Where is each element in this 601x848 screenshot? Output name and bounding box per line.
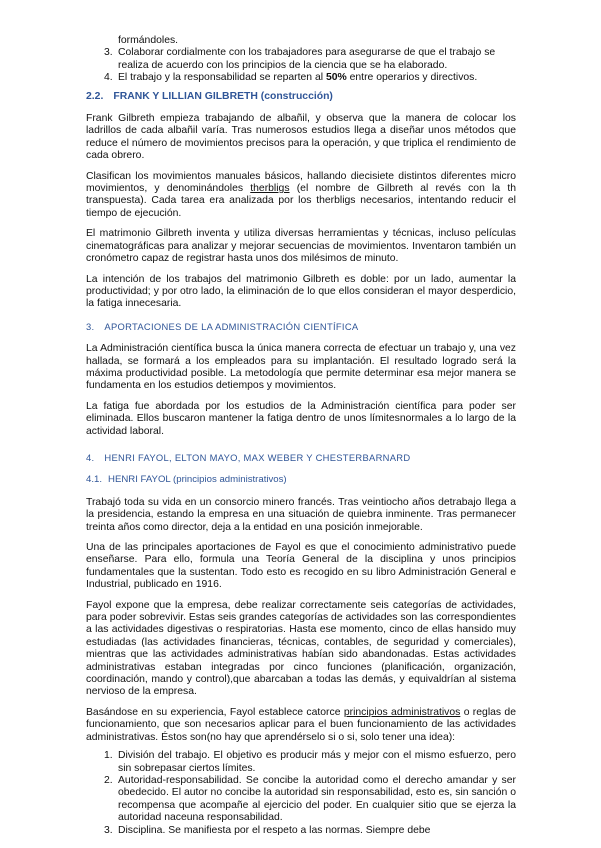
heading-4-1 <box>86 474 516 486</box>
list-text-bold: 50% <box>325 72 347 84</box>
paragraph: Fayol expone que la empresa, debe realizar correctamente seis categorías de actividades, para poder sobrevivir. Estas seis grandes categorías de actividades son las correspondientes a las actividades digestivas o respiratorias. Hasta ese momento, cinco de ellas hansido muy estudiadas (las actividades financieras, técnicas, contables, de seguridad y comerciales), mientras que las actividades administrativas habían sido abandonadas. Estas actividades administrativas estaban integradas por cinco funciones (planificación, organización, coordinación, mando y control),que abarcaban a todas las demás, y equivaldrían al sistema nervioso de la empresa. <box>86 599 516 698</box>
paragraph-text: Clasifican los movimientos manuales básicos, hallando diecisiete distintos diferentes micro movimientos, y denominándoles <box>86 170 516 195</box>
list-number: 2. <box>104 774 113 786</box>
paragraph <box>86 171 516 221</box>
list-number: 1. <box>104 750 113 762</box>
list-text-b: entre operarios y directivos. <box>346 72 478 84</box>
heading-number: 2.2. <box>86 90 104 102</box>
heading-number: 4.1. <box>86 474 103 486</box>
list-item-1 <box>86 750 516 775</box>
heading-title: HENRI FAYOL (principios administrativos) <box>108 474 287 486</box>
heading-number: 3. <box>86 320 95 332</box>
list-number: 3. <box>104 47 113 59</box>
list-item-2 <box>86 775 516 825</box>
heading-2-2 <box>86 91 516 103</box>
paragraph: La fatiga fue abordada por los estudios de la Administración científica para poder ser eliminada. Ellos buscaron mantener la fatiga dentro de unos límitesnormales a lo largo de la actividad laboral. <box>86 400 516 437</box>
principios-administrativos-link[interactable]: principios administrativos <box>343 706 461 718</box>
heading-title: APORTACIONES DE LA ADMINISTRACIÓN CIENTÍFICA <box>104 320 359 332</box>
heading-4 <box>86 452 516 464</box>
paragraph-text: o reglas de funcionamiento, que son necesarios aplicar para el buen funcionamiento de las actividades administrativas. Éstos son(no hay que aprendérselo si o si, solo tener una idea): <box>86 706 516 743</box>
paragraph: Frank Gilbreth empieza trabajando de albañil, y observa que la manera de colocar los ladrillos de cada albañil varía. Tras numerosos estudios llega a diseñar unos métodos que reduce el número de movimientos precisos para la operación, y que triplica el rendimiento de cada obrero. <box>86 113 516 162</box>
list-item-3 <box>86 825 516 837</box>
list-number: 4. <box>104 72 113 84</box>
list-item-3 <box>86 47 516 72</box>
list-text-a: El trabajo y la responsabilidad se reparten al <box>118 72 326 84</box>
heading-title: FRANK Y LILLIAN GILBRETH (construcción) <box>113 90 333 102</box>
list-text: Autoridad-responsabilidad. Se concibe la autoridad como el derecho amandar y ser obedecido. El autor no concibe la autoridad sin responsabilidad, esto es, sin sanción o recompensa que acompañe al ejercicio del poder. En cualquier sitio que se ejerza la autoridad naceuna responsabilidad. <box>118 774 516 824</box>
therbligs-link[interactable]: therbligs <box>250 183 290 195</box>
paragraph: El matrimonio Gilbreth inventa y utiliza diversas herramientas y técnicas, incluso películas cinematográficas para analizar y mejorar secuencias de movimientos. Inventaron también un cronómetro capaz de registrar hasta unos dos milésimos de minuto. <box>86 228 516 265</box>
principles-list <box>86 750 516 837</box>
list-continuation: formándoles. <box>118 35 179 46</box>
list-text: Colaborar cordialmente con los trabajadores para asegurarse de que el trabajo se realiza de acuerdo con los principios de la ciencia que se ha elaborado. <box>118 47 496 71</box>
list-text: División del trabajo. El objetivo es producir más y mejor con el mismo esfuerzo, pero sin sobrepasar ciertos límites. <box>118 750 516 774</box>
paragraph: Una de las principales aportaciones de Fayol es que el conocimiento administrativo puede enseñarse. Para ello, formula una Teoría General de la disciplina y unos principios fundamentales que la sustentan. Todo esto es recogido en su libro Administración General e Industrial, publicado en 1916. <box>86 542 516 591</box>
paragraph: La intención de los trabajos del matrimonio Gilbreth es doble: por un lado, aumentar la productividad; y por otro lado, la eliminación de lo que ellos consideran el mayor desperdicio, la fatiga innecesaria. <box>86 273 516 310</box>
paragraph: La Administración científica busca la única manera correcta de efectuar un trabajo y, una vez hallada, se formará a los empleados para su implantación. El resultado logrado será la máxima productividad posible. La metodología que permite determinar esa mejor manera se fundamenta en los estudios detiempos y movimientos. <box>86 343 516 392</box>
paragraph: Trabajó toda su vida en un consorcio minero francés. Tras veintiocho años detrabajo llega a la presidencia, estando la empresa en una situación de quiebra inminente. Tras permanecer treinta años como director, deja a la entidad en una posición inmejorable. <box>86 496 516 533</box>
heading-title: HENRI FAYOL, ELTON MAYO, MAX WEBER Y CHESTERBARNARD <box>104 451 411 463</box>
paragraph-text: Basándose en su experiencia, Fayol establece catorce <box>86 706 344 718</box>
list-text: Disciplina. Se manifiesta por el respeto a las normas. Siempre debe <box>118 824 431 836</box>
heading-number: 4. <box>86 451 95 463</box>
page-content <box>86 35 516 837</box>
paragraph-text: (el nombre de Gilbreth al revés con la th transpuesta). Cada tarea era analizada por los therbligs necesarios, intentando reducir el tiempo de ejecución. <box>86 183 516 219</box>
paragraph <box>86 707 516 744</box>
heading-3 <box>86 321 516 333</box>
list-number: 3. <box>104 824 113 836</box>
list-item-4 <box>86 72 516 84</box>
